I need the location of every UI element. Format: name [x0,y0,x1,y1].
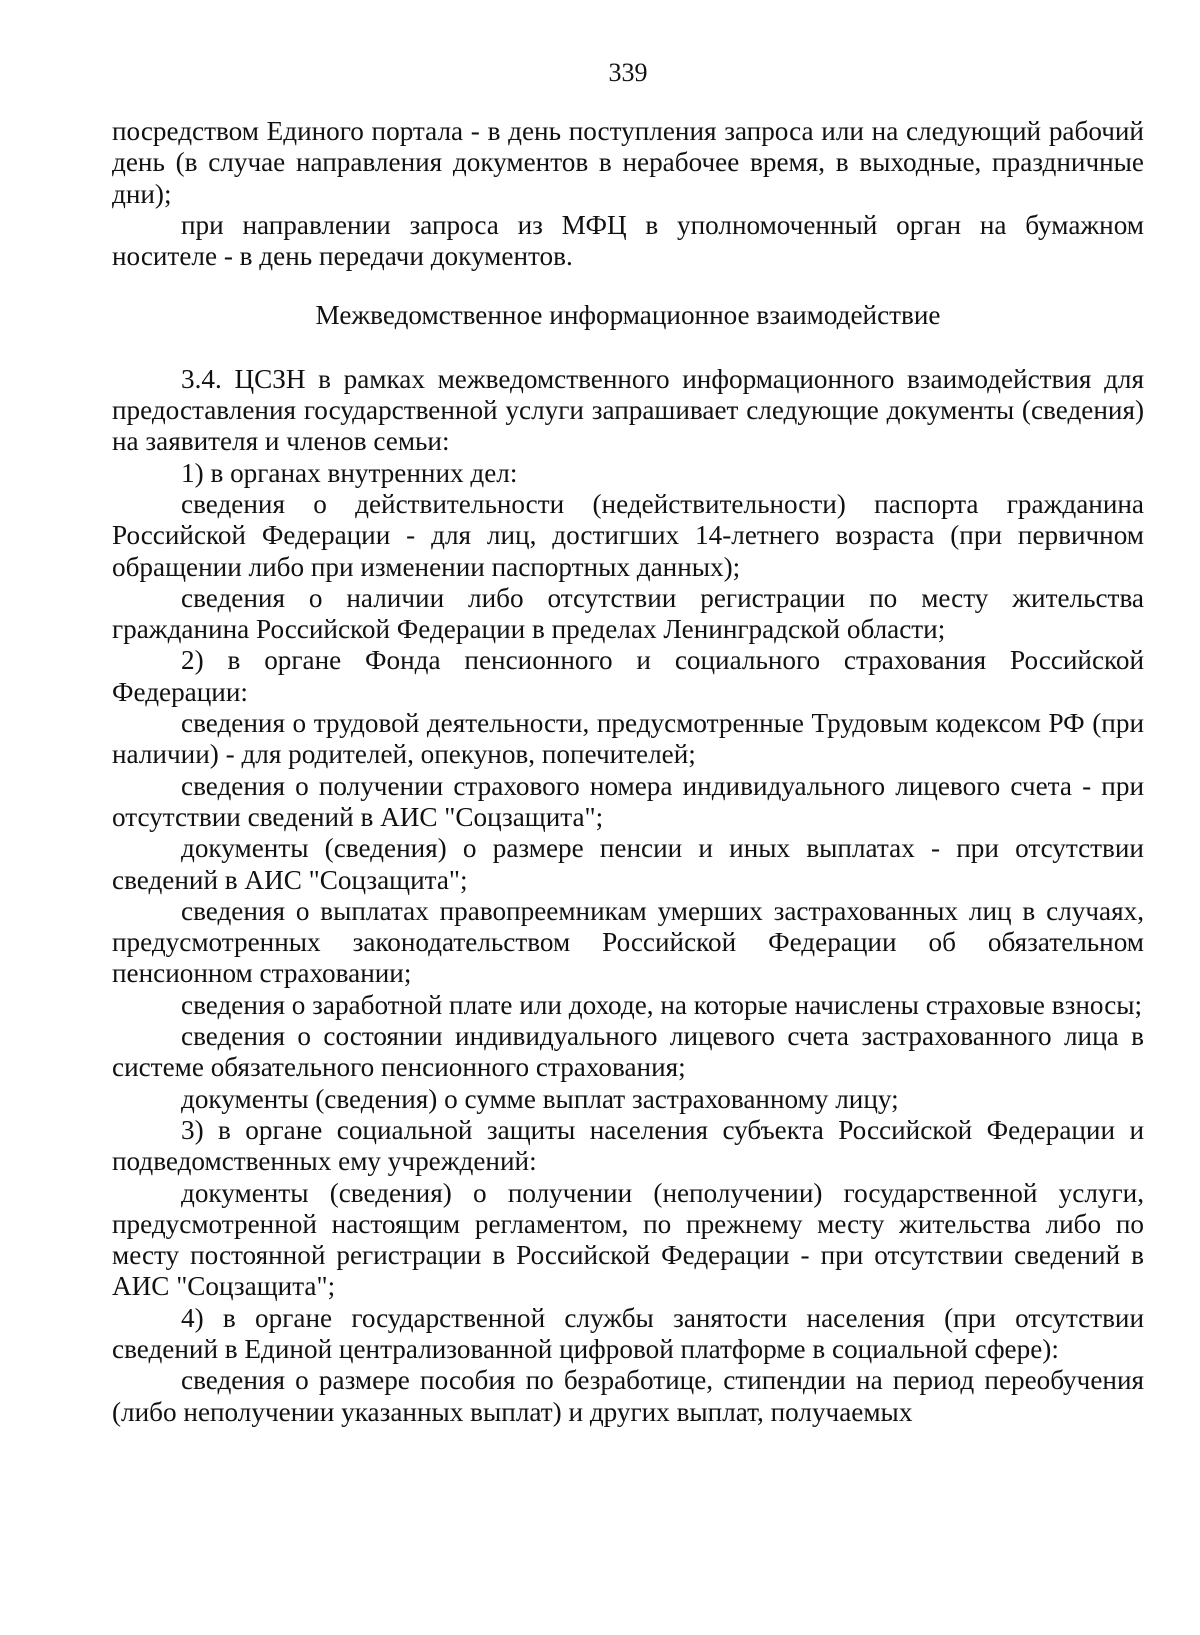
paragraph: документы (сведения) о размере пенсии и иных выплатах - при отсутствии сведений в АИС "Соцзащита"; [112,833,1144,895]
paragraph: сведения о действительности (недействительности) паспорта гражданина Российской Федерации - для лиц, достигших 14-летнего возраста (при первичном обращении либо при изменении паспортных данных); [112,488,1144,582]
paragraph: документы (сведения) о сумме выплат застрахованному лицу; [181,1083,899,1114]
section-heading: Межведомственное информационное взаимодействие [315,300,941,331]
paragraph: 2) в органе Фонда пенсионного и социального страхования Российской Федерации: [112,645,1144,707]
paragraph: при направлении запроса из МФЦ в уполномоченный орган на бумажном носителе - в день передачи документов. [112,209,1144,272]
paragraph: сведения о размере пособия по безработице, стипендии на период переобучения (либо неполучении указанных выплат) и других выплат, получаемых [112,1365,1144,1427]
document-page [112,58,1144,1428]
page-number: 339 [608,58,648,87]
paragraph: сведения о состоянии индивидуального лицевого счета застрахованного лица в системе обязательного пенсионного страхования; [112,1021,1144,1083]
paragraph: 4) в органе государственной службы занятости населения (при отсутствии сведений в Единой централизованной цифровой платформе в социальной сфере): [112,1302,1144,1364]
paragraph: документы (сведения) о получении (неполучении) государственной услуги, предусмотренной настоящим регламентом, по прежнему месту жительства либо по месту постоянной регистрации в Российской Федерации - при отсутствии сведений в АИС "Соцзащита"; [112,1177,1144,1302]
paragraph: 3.4. ЦСЗН в рамках межведомственного информационного взаимодействия для предоставления государственной услуги запрашивает следующие документы (сведения) на заявителя и членов семьи: [112,363,1144,457]
paragraph: посредством Единого портала - в день поступления запроса или на следующий рабочий день (в случае направления документов в нерабочее время, в выходные, праздничные дни); [112,116,1144,209]
paragraph: 1) в органах внутренних дел: [181,457,518,488]
paragraph: сведения о заработной плате или доходе, на которые начислены страховые взносы; [181,989,1143,1020]
paragraph: сведения о наличии либо отсутствии регистрации по месту жительства гражданина Российской Федерации в пределах Ленинградской области; [112,582,1144,645]
paragraph: сведения о трудовой деятельности, предусмотренные Трудовым кодексом РФ (при наличии) - для родителей, опекунов, попечителей; [112,708,1144,770]
paragraph: 3) в органе социальной защиты населения субъекта Российской Федерации и подведомственных ему учреждений: [112,1114,1144,1177]
paragraph: сведения о выплатах правопреемникам умерших застрахованных лиц в случаях, предусмотренных законодательством Российской Федерации об обязательном пенсионном страховании; [112,895,1144,989]
paragraph: сведения о получении страхового номера индивидуального лицевого счета - при отсутствии сведений в АИС "Соцзащита"; [112,770,1144,832]
